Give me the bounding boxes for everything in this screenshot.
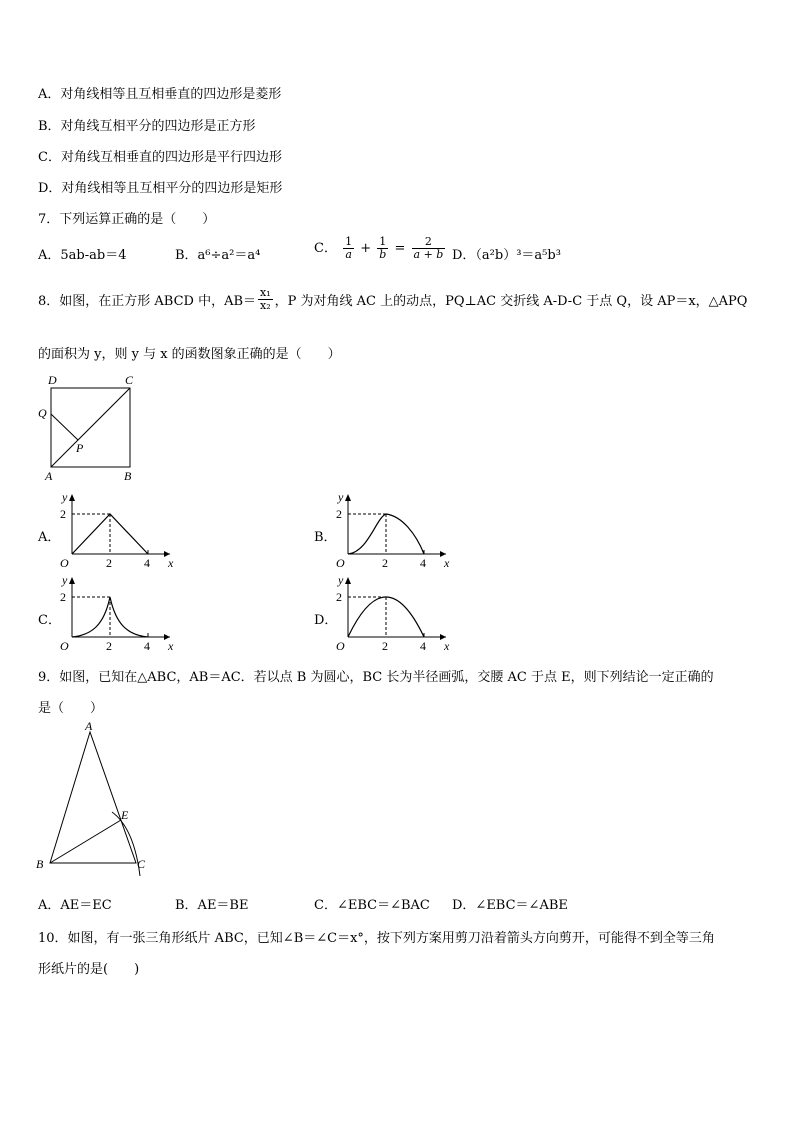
x-label: x (168, 639, 174, 653)
q7-option-a: A．5ab-ab＝4 (38, 248, 127, 263)
label-d: D (48, 373, 57, 387)
q6-option-a: A．对角线相等且互相垂直的四边形是菱形 (38, 87, 282, 102)
q8-option-d-label: D． (314, 613, 338, 628)
q7-option-c (314, 236, 447, 261)
q8-option-a-label: A． (38, 530, 61, 545)
q7-frac-3-den: a + b (413, 248, 444, 261)
q7-frac-2-num: 1 (377, 236, 388, 249)
x-label: x (444, 556, 450, 570)
graph-a (58, 490, 183, 570)
q7-frac-2-den: b (379, 248, 387, 261)
y-axis-arrow (345, 577, 351, 584)
x-tick-2: 2 (382, 556, 388, 570)
x-tick-4: 4 (420, 556, 426, 570)
q9-stem-line1: 9．如图，已知在△ABC，AB＝AC．若以点 B 为圆心，BC 长为半径画弧，交腰 AC 于点 E，则下列结论一定正确的 (38, 670, 714, 685)
q8-stem-line2: 的面积为 y，则 y 与 x 的函数图象正确的是（ ） (38, 347, 341, 362)
origin-label: O (60, 639, 69, 653)
y-tick-2: 2 (60, 590, 66, 604)
q8-option-b-label: B． (314, 530, 337, 545)
q7-option-d: D．（a²b）³＝a⁵b³ (452, 248, 561, 263)
label-a: A (85, 719, 93, 733)
y-tick-2: 2 (60, 507, 66, 521)
label-b: B (36, 857, 44, 871)
y-axis-arrow (69, 577, 75, 584)
y-axis-arrow (345, 494, 351, 501)
graph-d (334, 573, 459, 653)
x-tick-4: 4 (144, 639, 150, 653)
x-tick-2: 2 (106, 556, 112, 570)
y-label: y (62, 573, 68, 587)
y-axis-arrow (69, 494, 75, 501)
x-label: x (444, 639, 450, 653)
q8-option-c-label: C． (38, 613, 61, 628)
q7-frac-3-num: 2 (412, 236, 446, 249)
q9-stem-line2: 是（ ） (38, 701, 104, 716)
q6-option-c: C．对角线互相垂直的四边形是平行四边形 (38, 150, 282, 165)
q9-option-d: D．∠EBC＝∠ABE (452, 898, 568, 913)
q6-option-d: D．对角线相等且互相平分的四边形是矩形 (38, 181, 283, 196)
q7-frac-2 (377, 236, 388, 261)
q7-option-c-label: C． (314, 241, 337, 256)
origin-label: O (336, 639, 345, 653)
label-c: C (125, 373, 134, 387)
y-label: y (338, 490, 344, 504)
label-a: A (45, 469, 53, 483)
x-tick-2: 2 (382, 639, 388, 653)
q8-stem-pre: 8．如图，在正方形 ABCD 中，AB＝ (38, 294, 257, 309)
x-label: x (168, 556, 174, 570)
label-b: B (124, 469, 132, 483)
segment-qp (51, 414, 78, 440)
x-tick-4: 4 (144, 556, 150, 570)
label-c: C (137, 857, 146, 871)
q7-frac-1-num: 1 (345, 235, 353, 248)
q7-plus: + (360, 241, 372, 256)
origin-label: O (60, 556, 69, 570)
square-figure (30, 370, 150, 485)
q6-option-b: B．对角线互相平分的四边形是正方形 (38, 119, 256, 134)
q8-stem-post: ，P 为对角线 AC 上的动点，PQ⊥AC 交折线 A-D-C 于点 Q，设 AP＝x，△APQ (274, 294, 748, 309)
q7-frac-1-den: a (345, 248, 352, 261)
y-tick-2: 2 (336, 590, 342, 604)
graph-c (58, 573, 183, 653)
q7-stem: 7．下列运算正确的是（ ） (38, 212, 216, 227)
q8-frac-den: x₂ (260, 299, 271, 312)
label-q: Q (38, 406, 47, 420)
x-tick-4: 4 (420, 639, 426, 653)
q8-frac-num: x₁ (260, 286, 271, 299)
y-tick-2: 2 (336, 507, 342, 521)
y-label: y (62, 490, 68, 504)
label-p: P (76, 441, 84, 455)
q7-frac-3 (412, 236, 446, 261)
x-tick-2: 2 (106, 639, 112, 653)
graph-b (334, 490, 459, 570)
triangle-figure (30, 718, 160, 878)
q9-option-b: B．AE＝BE (175, 898, 249, 913)
q9-option-c: C．∠EBC＝∠BAC (314, 898, 430, 913)
q7-equals: = (394, 241, 406, 256)
q10-stem-line2: 形纸片的是( ) (38, 962, 140, 977)
q8-stem-line1 (38, 287, 747, 312)
diagonal-ac (51, 388, 130, 467)
q7-option-b: B．a⁶÷a²＝a⁴ (175, 248, 261, 263)
triangle-abc (50, 732, 136, 863)
origin-label: O (336, 556, 345, 570)
q8-frac (258, 287, 273, 312)
y-label: y (338, 573, 344, 587)
q10-stem-line1: 10．如图，有一张三角形纸片 ABC，已知∠B＝∠C＝x°，按下列方案用剪刀沿着箭头方向剪开，可能得不到全等三角 (38, 931, 715, 946)
q9-option-a: A．AE＝EC (38, 898, 112, 913)
label-e: E (121, 808, 129, 822)
q7-frac-1 (343, 236, 354, 261)
